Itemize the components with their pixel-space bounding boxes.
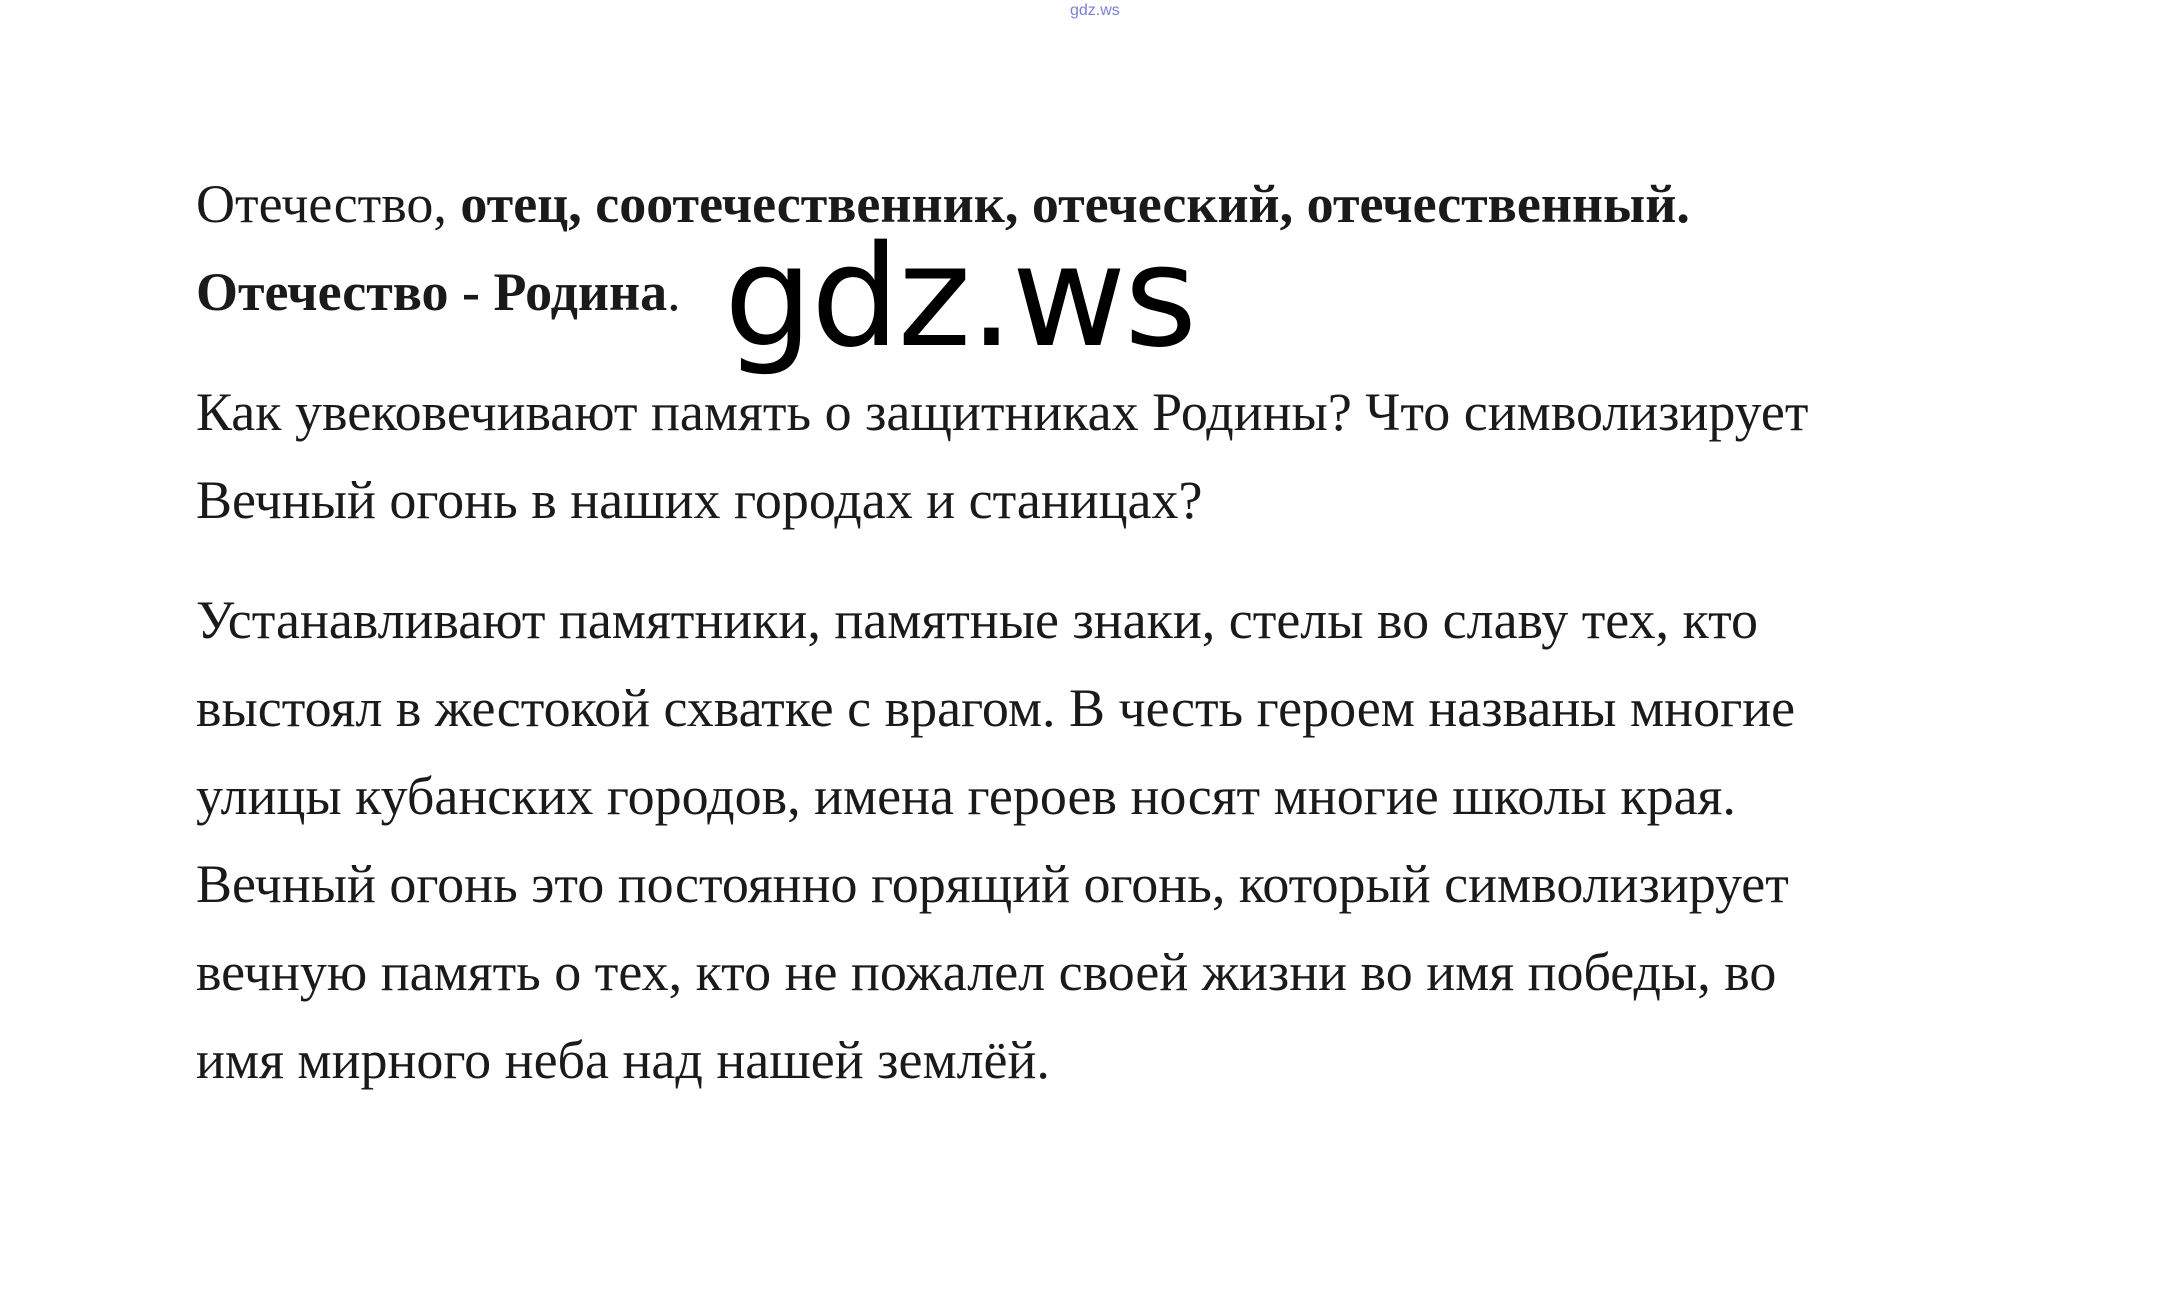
watermark-small: gdz.ws	[1070, 2, 1120, 19]
base-word: Отечество,	[196, 174, 461, 234]
answer-line-2: выстоял в жестокой схватке с врагом. В честь героем названы многие	[196, 678, 1796, 738]
answer-line-1: Устанавливают памятники, памятные знаки, стелы во славу тех, кто	[196, 590, 1758, 650]
question-line-1: Как увековечивают память о защитниках Родины? Что символизирует	[196, 382, 1809, 442]
answer-line-3: улицы кубанских городов, имена героев носят многие школы края.	[196, 766, 1736, 826]
related-words: отец, соотечественник, отеческий, отечественный.	[460, 174, 1690, 234]
equation-end: .	[667, 262, 681, 322]
question-line-2: Вечный огонь в наших городах и станицах?	[196, 470, 1203, 530]
answer-line-4: Вечный огонь это постоянно горящий огонь, который символизирует	[196, 854, 1789, 914]
equation: Отечество - Родина	[196, 262, 668, 322]
watermark-logo: gdz.ws	[724, 216, 1196, 379]
answer-line-6: имя мирного неба над нашей землёй.	[196, 1030, 1050, 1090]
answer-line-5: вечную память о тех, кто не пожалел своей жизни во имя победы, во	[196, 942, 1777, 1002]
